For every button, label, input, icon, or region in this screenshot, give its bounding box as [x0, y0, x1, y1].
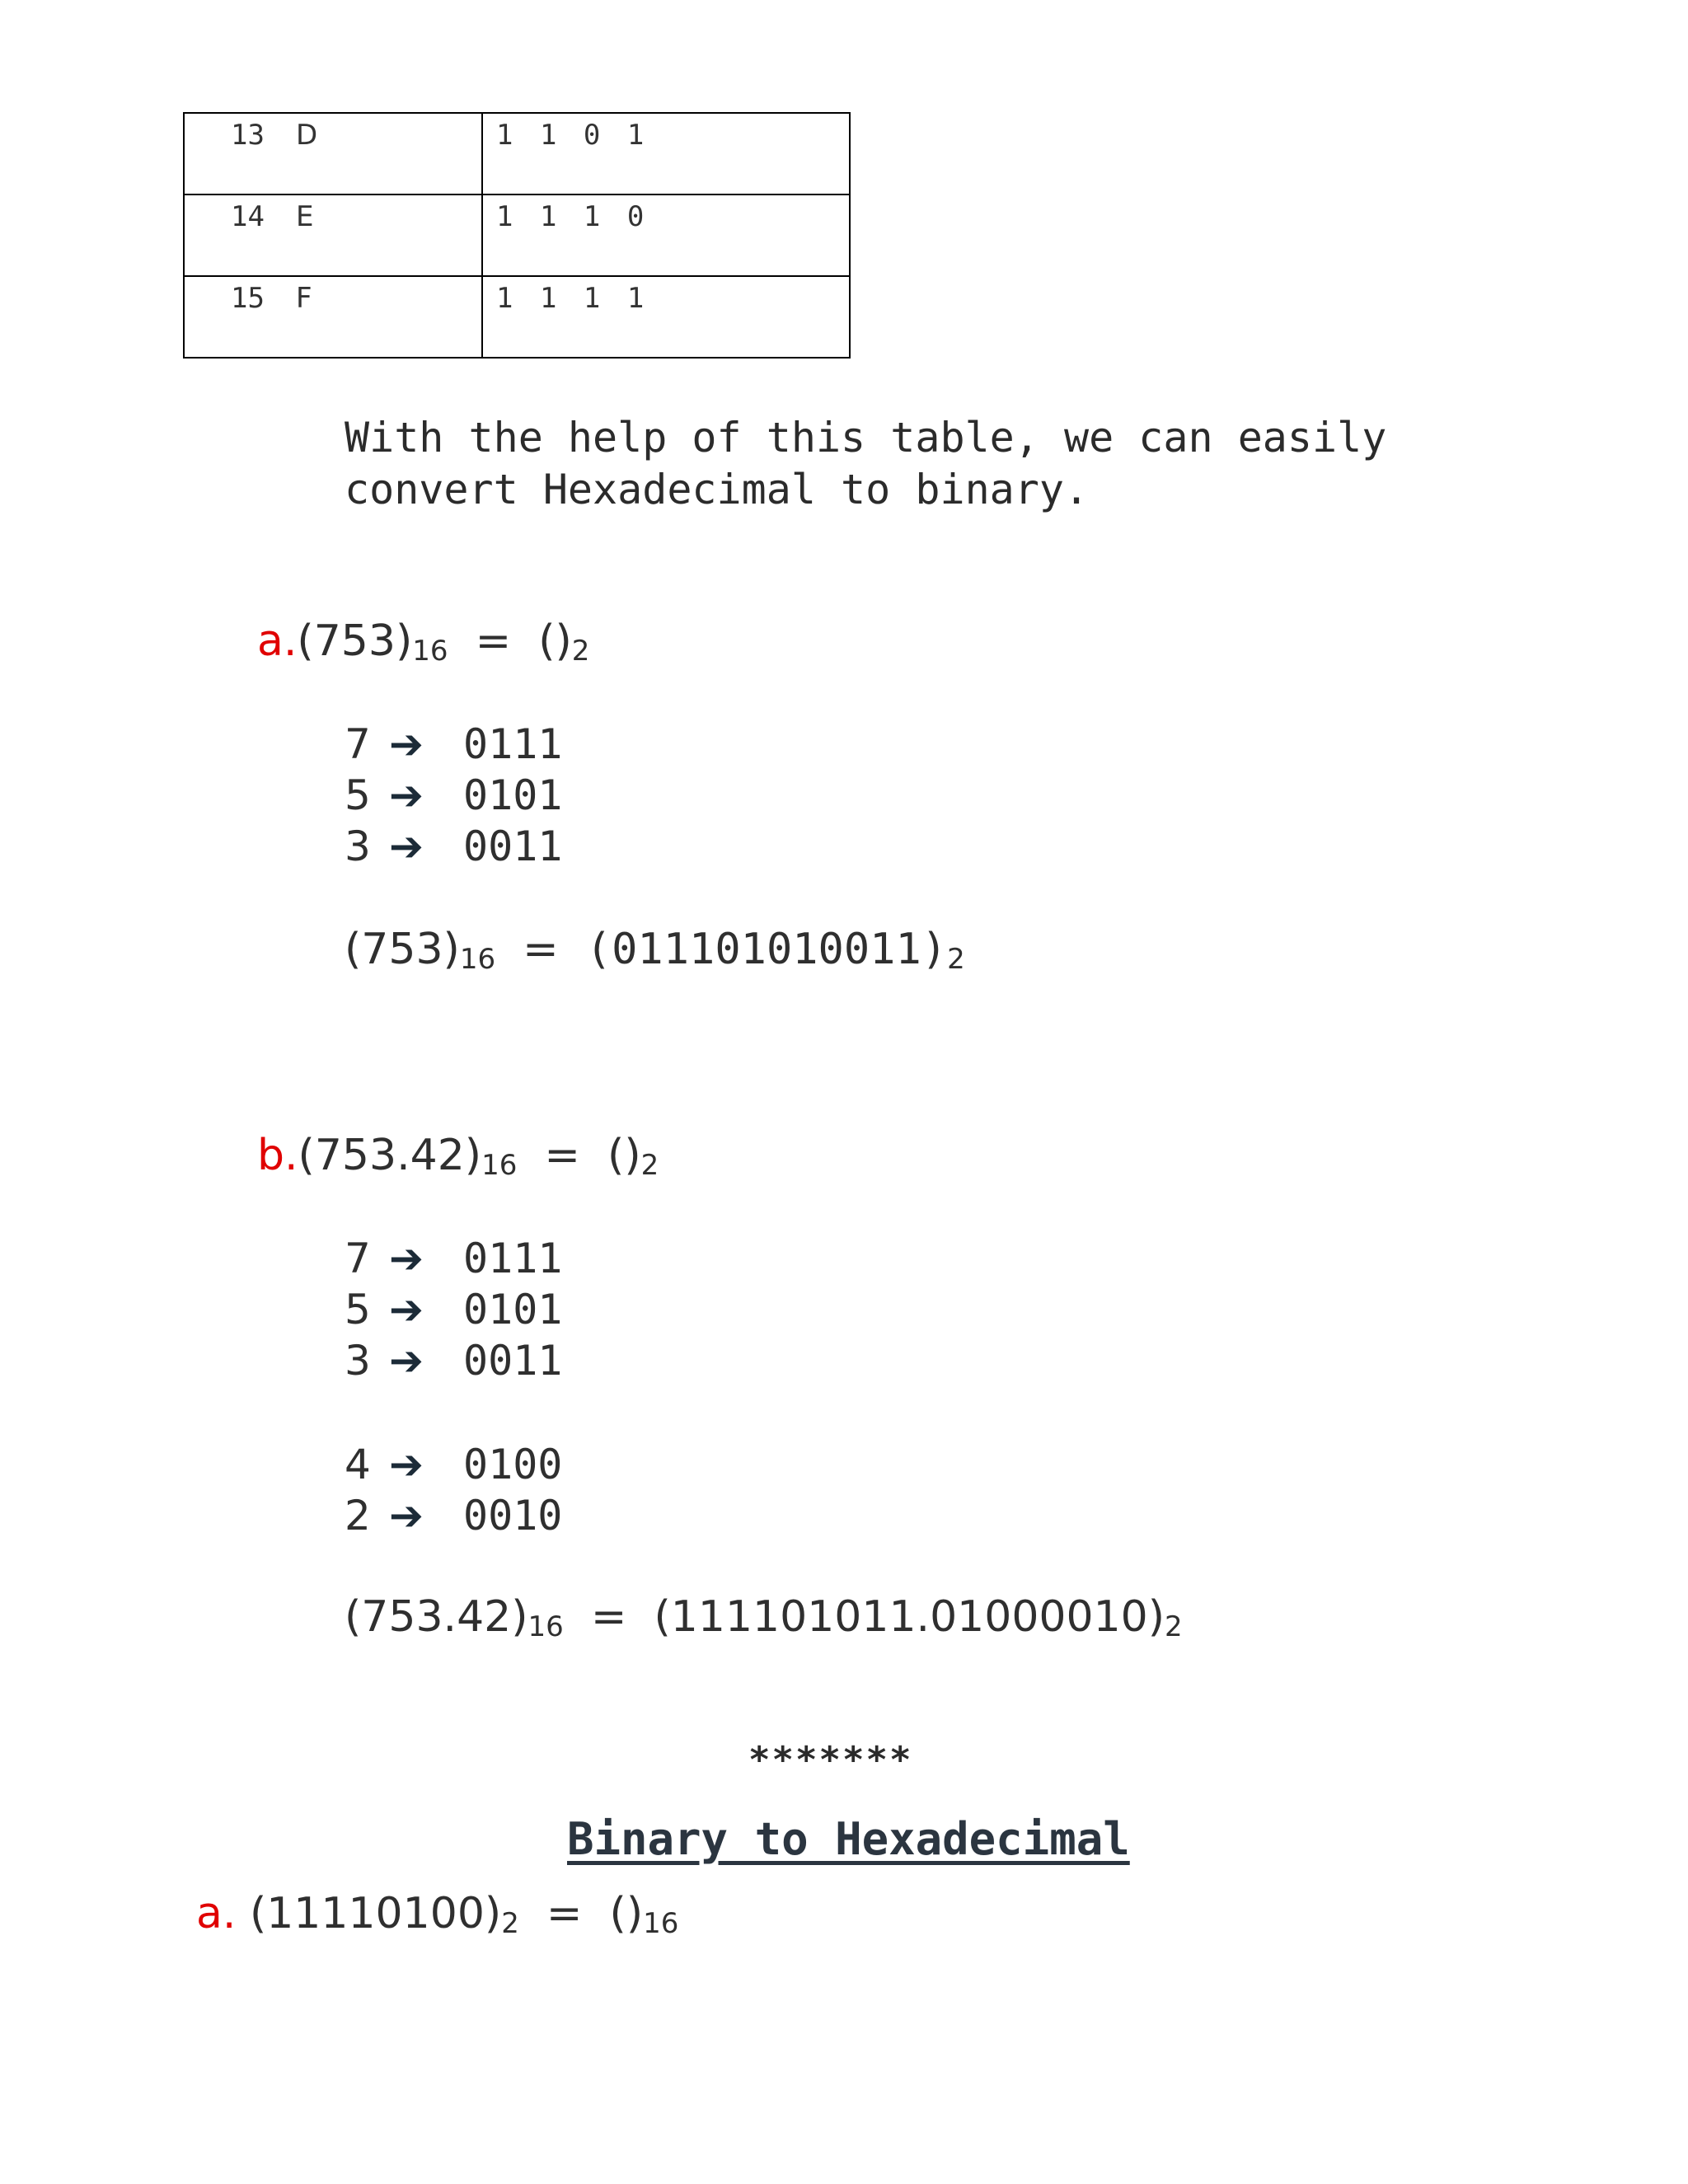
list-item: 5 ➔ 0101: [345, 771, 563, 819]
decimal-value: 15: [231, 282, 265, 315]
example-b-answer: $(753.42)_{16} = (111101011.01000010)_2$: [345, 1592, 1183, 1643]
example-a-steps: [345, 719, 562, 872]
list-item: 3 ➔ 0011: [345, 823, 563, 870]
table-row: [184, 194, 850, 276]
binary-value: 1 1 0 1: [496, 119, 649, 152]
hex-binary-table: [183, 112, 851, 359]
arrow-right-icon: ➔: [389, 720, 424, 768]
example-a-question: $a.(753)_{16} = ()_2$: [257, 616, 590, 668]
example-b-fraction-steps: [345, 1439, 562, 1541]
hex-digit: F: [295, 282, 312, 315]
binary-value: 1 1 1 1: [496, 282, 649, 315]
example-b-question: $b.(753.42)_{16} = ()_2$: [257, 1131, 659, 1182]
table-row: [184, 276, 850, 358]
separator: *******: [748, 1739, 913, 1781]
arrow-right-icon: ➔: [389, 1337, 424, 1385]
arrow-right-icon: ➔: [389, 1441, 424, 1488]
arrow-right-icon: ➔: [389, 1286, 424, 1333]
decimal-value: 14: [231, 200, 265, 233]
section-heading: Binary to Hexadecimal: [567, 1813, 1130, 1865]
example-label: b.: [257, 1131, 298, 1180]
example-a-answer: $(753)_{16} = (011101010011)_2$: [345, 925, 965, 976]
intro-paragraph: [345, 412, 1386, 516]
list-item: 2 ➔ 0010: [345, 1492, 563, 1540]
list-item: 7 ➔ 0111: [345, 1235, 563, 1282]
table-row: [184, 113, 850, 194]
list-item: 7 ➔ 0111: [345, 720, 563, 768]
example-label: a.: [257, 616, 298, 666]
hex-digit: D: [295, 119, 318, 152]
example-label: a.: [196, 1889, 237, 1938]
binary-value: 1 1 1 0: [496, 200, 649, 233]
list-item: 4 ➔ 0100: [345, 1441, 563, 1488]
arrow-right-icon: ➔: [389, 1492, 424, 1540]
hex-digit: E: [295, 200, 314, 233]
decimal-value: 13: [231, 119, 265, 152]
intro-line-2: convert Hexadecimal to binary.: [345, 466, 1090, 513]
example-c-question: a. $(11110100)_2 = ()_{16}$: [196, 1889, 679, 1940]
arrow-right-icon: ➔: [389, 1235, 424, 1282]
arrow-right-icon: ➔: [389, 771, 424, 819]
list-item: 5 ➔ 0101: [345, 1286, 563, 1333]
intro-line-1: With the help of this table, we can easily: [345, 414, 1387, 462]
arrow-right-icon: ➔: [389, 823, 424, 870]
example-b-integer-steps: [345, 1233, 562, 1386]
list-item: 3 ➔ 0011: [345, 1337, 563, 1385]
